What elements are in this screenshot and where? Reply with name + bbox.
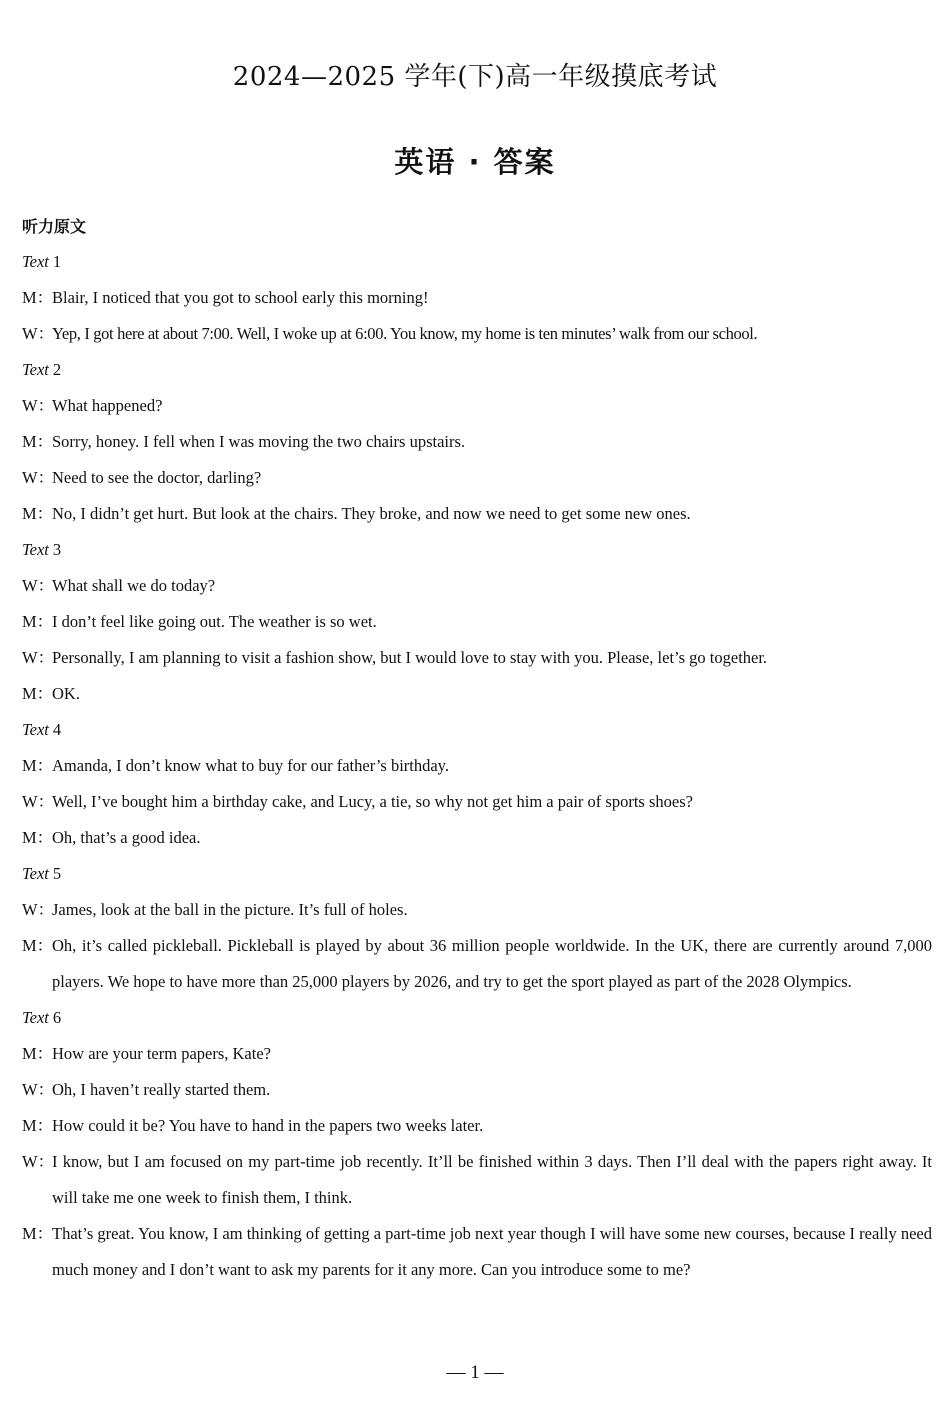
speaker-label: M：: [22, 828, 54, 847]
text-number: 3: [52, 540, 62, 559]
utterance: Oh, it’s called pickleball. Pickleball is played by about 36 million people worldwide. In the UK, there are currently around 7,000 players. We hope to have more than 25,000 players by 2026, and try to get the sport played as part of the 2028 Olympics.: [52, 936, 932, 991]
text-number: 4: [52, 720, 62, 739]
dialogue-line: [22, 568, 932, 604]
dialogue-line: [22, 784, 932, 820]
exam-title: 2024—2025 学年(下)高一年级摸底考试: [232, 62, 718, 92]
utterance: OK.: [52, 684, 80, 703]
text-heading: [22, 712, 932, 748]
dialogue-line: [22, 820, 932, 856]
utterance: Amanda, I don’t know what to buy for our father’s birthday.: [52, 756, 449, 775]
utterance: What happened?: [52, 396, 163, 415]
dialogue-line: [22, 1072, 932, 1108]
subject-title: 英语 · 答案: [394, 145, 556, 179]
dialogue-line: [22, 892, 932, 928]
text-number: 1: [52, 252, 62, 271]
speaker-label: M：: [22, 1116, 54, 1135]
speaker-label: W：: [22, 576, 55, 595]
utterance: James, look at the ball in the picture. It’s full of holes.: [52, 900, 408, 919]
utterance: I don’t feel like going out. The weather is so wet.: [52, 612, 377, 631]
dialogue-line: [22, 460, 932, 496]
utterance: Well, I’ve bought him a birthday cake, and Lucy, a tie, so why not get him a pair of sports shoes?: [52, 792, 693, 811]
speaker-label: W：: [22, 1080, 55, 1099]
speaker-label: M：: [22, 1224, 54, 1243]
utterance: Need to see the doctor, darling?: [52, 468, 262, 487]
utterance: No, I didn’t get hurt. But look at the chairs. They broke, and now we need to get some new ones.: [52, 504, 691, 523]
speaker-label: W：: [22, 324, 55, 343]
page-number: — 1 —: [446, 1362, 504, 1383]
utterance: What shall we do today?: [52, 576, 216, 595]
speaker-label: W：: [22, 792, 55, 811]
text-label: Text: [22, 540, 49, 559]
dialogue-line: [22, 604, 932, 640]
utterance: How could it be? You have to hand in the papers two weeks later.: [52, 1116, 484, 1135]
speaker-label: M：: [22, 684, 54, 703]
section-heading: 听力原文: [22, 217, 87, 236]
text-number: 5: [52, 864, 62, 883]
utterance: How are your term papers, Kate?: [52, 1044, 271, 1063]
speaker-label: W：: [22, 900, 55, 919]
utterance: Sorry, honey. I fell when I was moving the two chairs upstairs.: [52, 432, 466, 451]
text-heading: [22, 532, 932, 568]
dialogue-line: [22, 1036, 932, 1072]
text-heading: [22, 856, 932, 892]
speaker-label: M：: [22, 432, 54, 451]
dialogue-line: [22, 748, 932, 784]
text-label: Text: [22, 1008, 49, 1027]
dialogue-line: [22, 1216, 932, 1288]
speaker-label: W：: [22, 1152, 55, 1171]
dialogue-line: [22, 424, 932, 460]
text-number: 2: [52, 360, 62, 379]
utterance: Oh, that’s a good idea.: [52, 828, 201, 847]
dialogue-line: [22, 640, 932, 676]
dialogue-line: [22, 1108, 932, 1144]
speaker-label: M：: [22, 504, 54, 523]
utterance: I know, but I am focused on my part-time job recently. It’ll be finished within 3 days. Then I’ll deal with the papers right away. It will take me one week to finish them, I think.: [52, 1152, 932, 1207]
speaker-label: W：: [22, 468, 55, 487]
dialogue-line: [22, 1144, 932, 1216]
transcript-body: [22, 244, 932, 1288]
dialogue-line: [22, 280, 932, 316]
text-label: Text: [22, 864, 49, 883]
dialogue-line: [22, 388, 932, 424]
text-label: Text: [22, 720, 49, 739]
dialogue-line: [22, 496, 932, 532]
text-label: Text: [22, 252, 49, 271]
utterance: Yep, I got here at about 7:00. Well, I woke up at 6:00. You know, my home is ten minutes’ walk from our school.: [52, 324, 758, 343]
speaker-label: W：: [22, 648, 55, 667]
dialogue-line: [22, 316, 932, 352]
dialogue-line: [22, 676, 932, 712]
speaker-label: M：: [22, 756, 54, 775]
utterance: Personally, I am planning to visit a fashion show, but I would love to stay with you. Please, let’s go together.: [52, 648, 768, 667]
utterance: Oh, I haven’t really started them.: [52, 1080, 271, 1099]
text-number: 6: [52, 1008, 62, 1027]
speaker-label: W：: [22, 396, 55, 415]
speaker-label: M：: [22, 612, 54, 631]
dialogue-line: [22, 928, 932, 1000]
text-heading: [22, 352, 932, 388]
speaker-label: M：: [22, 288, 54, 307]
text-heading: [22, 244, 932, 280]
speaker-label: M：: [22, 936, 54, 955]
utterance: That’s great. You know, I am thinking of getting a part-time job next year though I will have some new courses, because I really need much money and I don’t want to ask my parents for it any more. Can you introduce some to me?: [52, 1224, 932, 1279]
text-label: Text: [22, 360, 49, 379]
speaker-label: M：: [22, 1044, 54, 1063]
utterance: Blair, I noticed that you got to school early this morning!: [52, 288, 429, 307]
text-heading: [22, 1000, 932, 1036]
